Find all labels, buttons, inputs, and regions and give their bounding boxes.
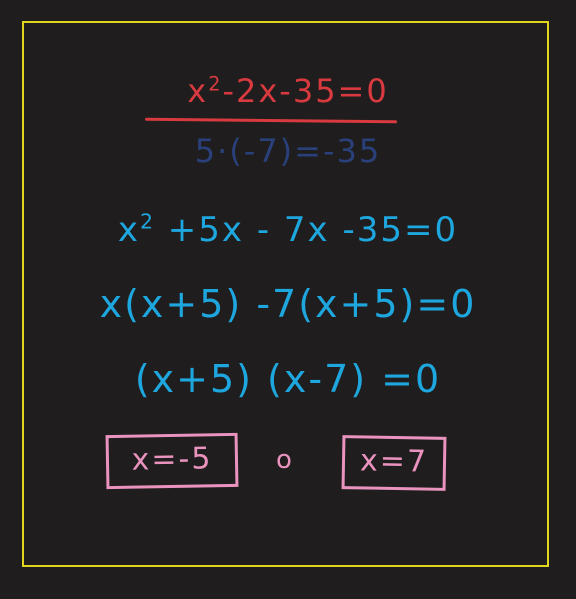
solution-box-second: x=7: [342, 435, 447, 491]
factored-line: (x+5) (x-7) =0: [134, 357, 442, 401]
equation-line: $x^2-2x-35=0$: [187, 72, 389, 110]
product-check-line: 5·(-7)=-35: [194, 132, 382, 170]
solution-box-first: x=-5: [106, 433, 239, 489]
or-connector: o: [276, 445, 292, 475]
split-middle-term-line: $x^2 +5x - 7x$ -35=0: [117, 209, 459, 250]
grouping-line: x(x+5) -7(x+5)=0: [99, 282, 477, 326]
